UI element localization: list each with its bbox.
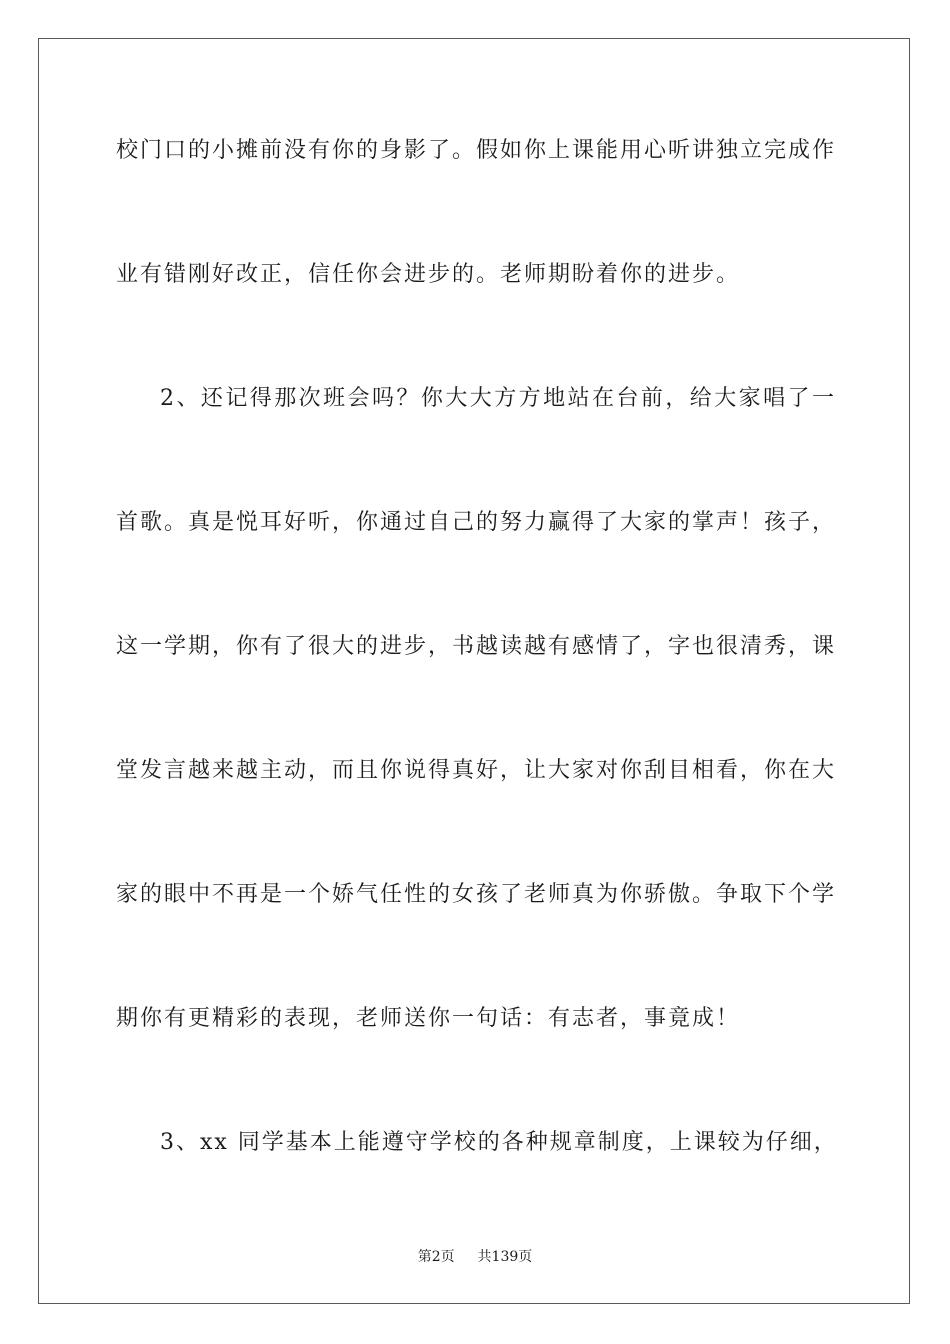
- paragraph-2-first-line: 2、还记得那次班会吗？你大大方方地站在台前，给大家唱了一: [160, 386, 836, 411]
- body-line-8: 期你有更精彩的表现，老师送你一句话：有志者，事竟成！: [116, 1006, 741, 1031]
- total-pages: 共139页: [477, 1249, 533, 1265]
- page-frame: [38, 38, 910, 1304]
- body-line-2: 业有错刚好改正，信任你会进步的。老师期盼着你的进步。: [116, 262, 741, 287]
- body-line-1: 校门口的小摊前没有你的身影了。假如你上课能用心听讲独立完成作: [116, 138, 837, 163]
- body-line-6: 堂发言越来越主动，而且你说得真好，让大家对你刮目相看，你在大: [116, 758, 837, 783]
- page-footer: [0, 1247, 950, 1267]
- body-line-7: 家的眼中不再是一个娇气任性的女孩了老师真为你骄傲。争取下个学: [116, 882, 837, 907]
- paragraph-3-first-line: 3、xx 同学基本上能遵守学校的各种规章制度，上课较为仔细，: [160, 1130, 838, 1155]
- body-line-4: 首歌。真是悦耳好听，你通过自己的努力赢得了大家的掌声！孩子，: [116, 510, 837, 535]
- page-number: 第2页: [417, 1249, 455, 1265]
- body-line-5: 这一学期，你有了很大的进步，书越读越有感情了，字也很清秀，课: [116, 634, 837, 659]
